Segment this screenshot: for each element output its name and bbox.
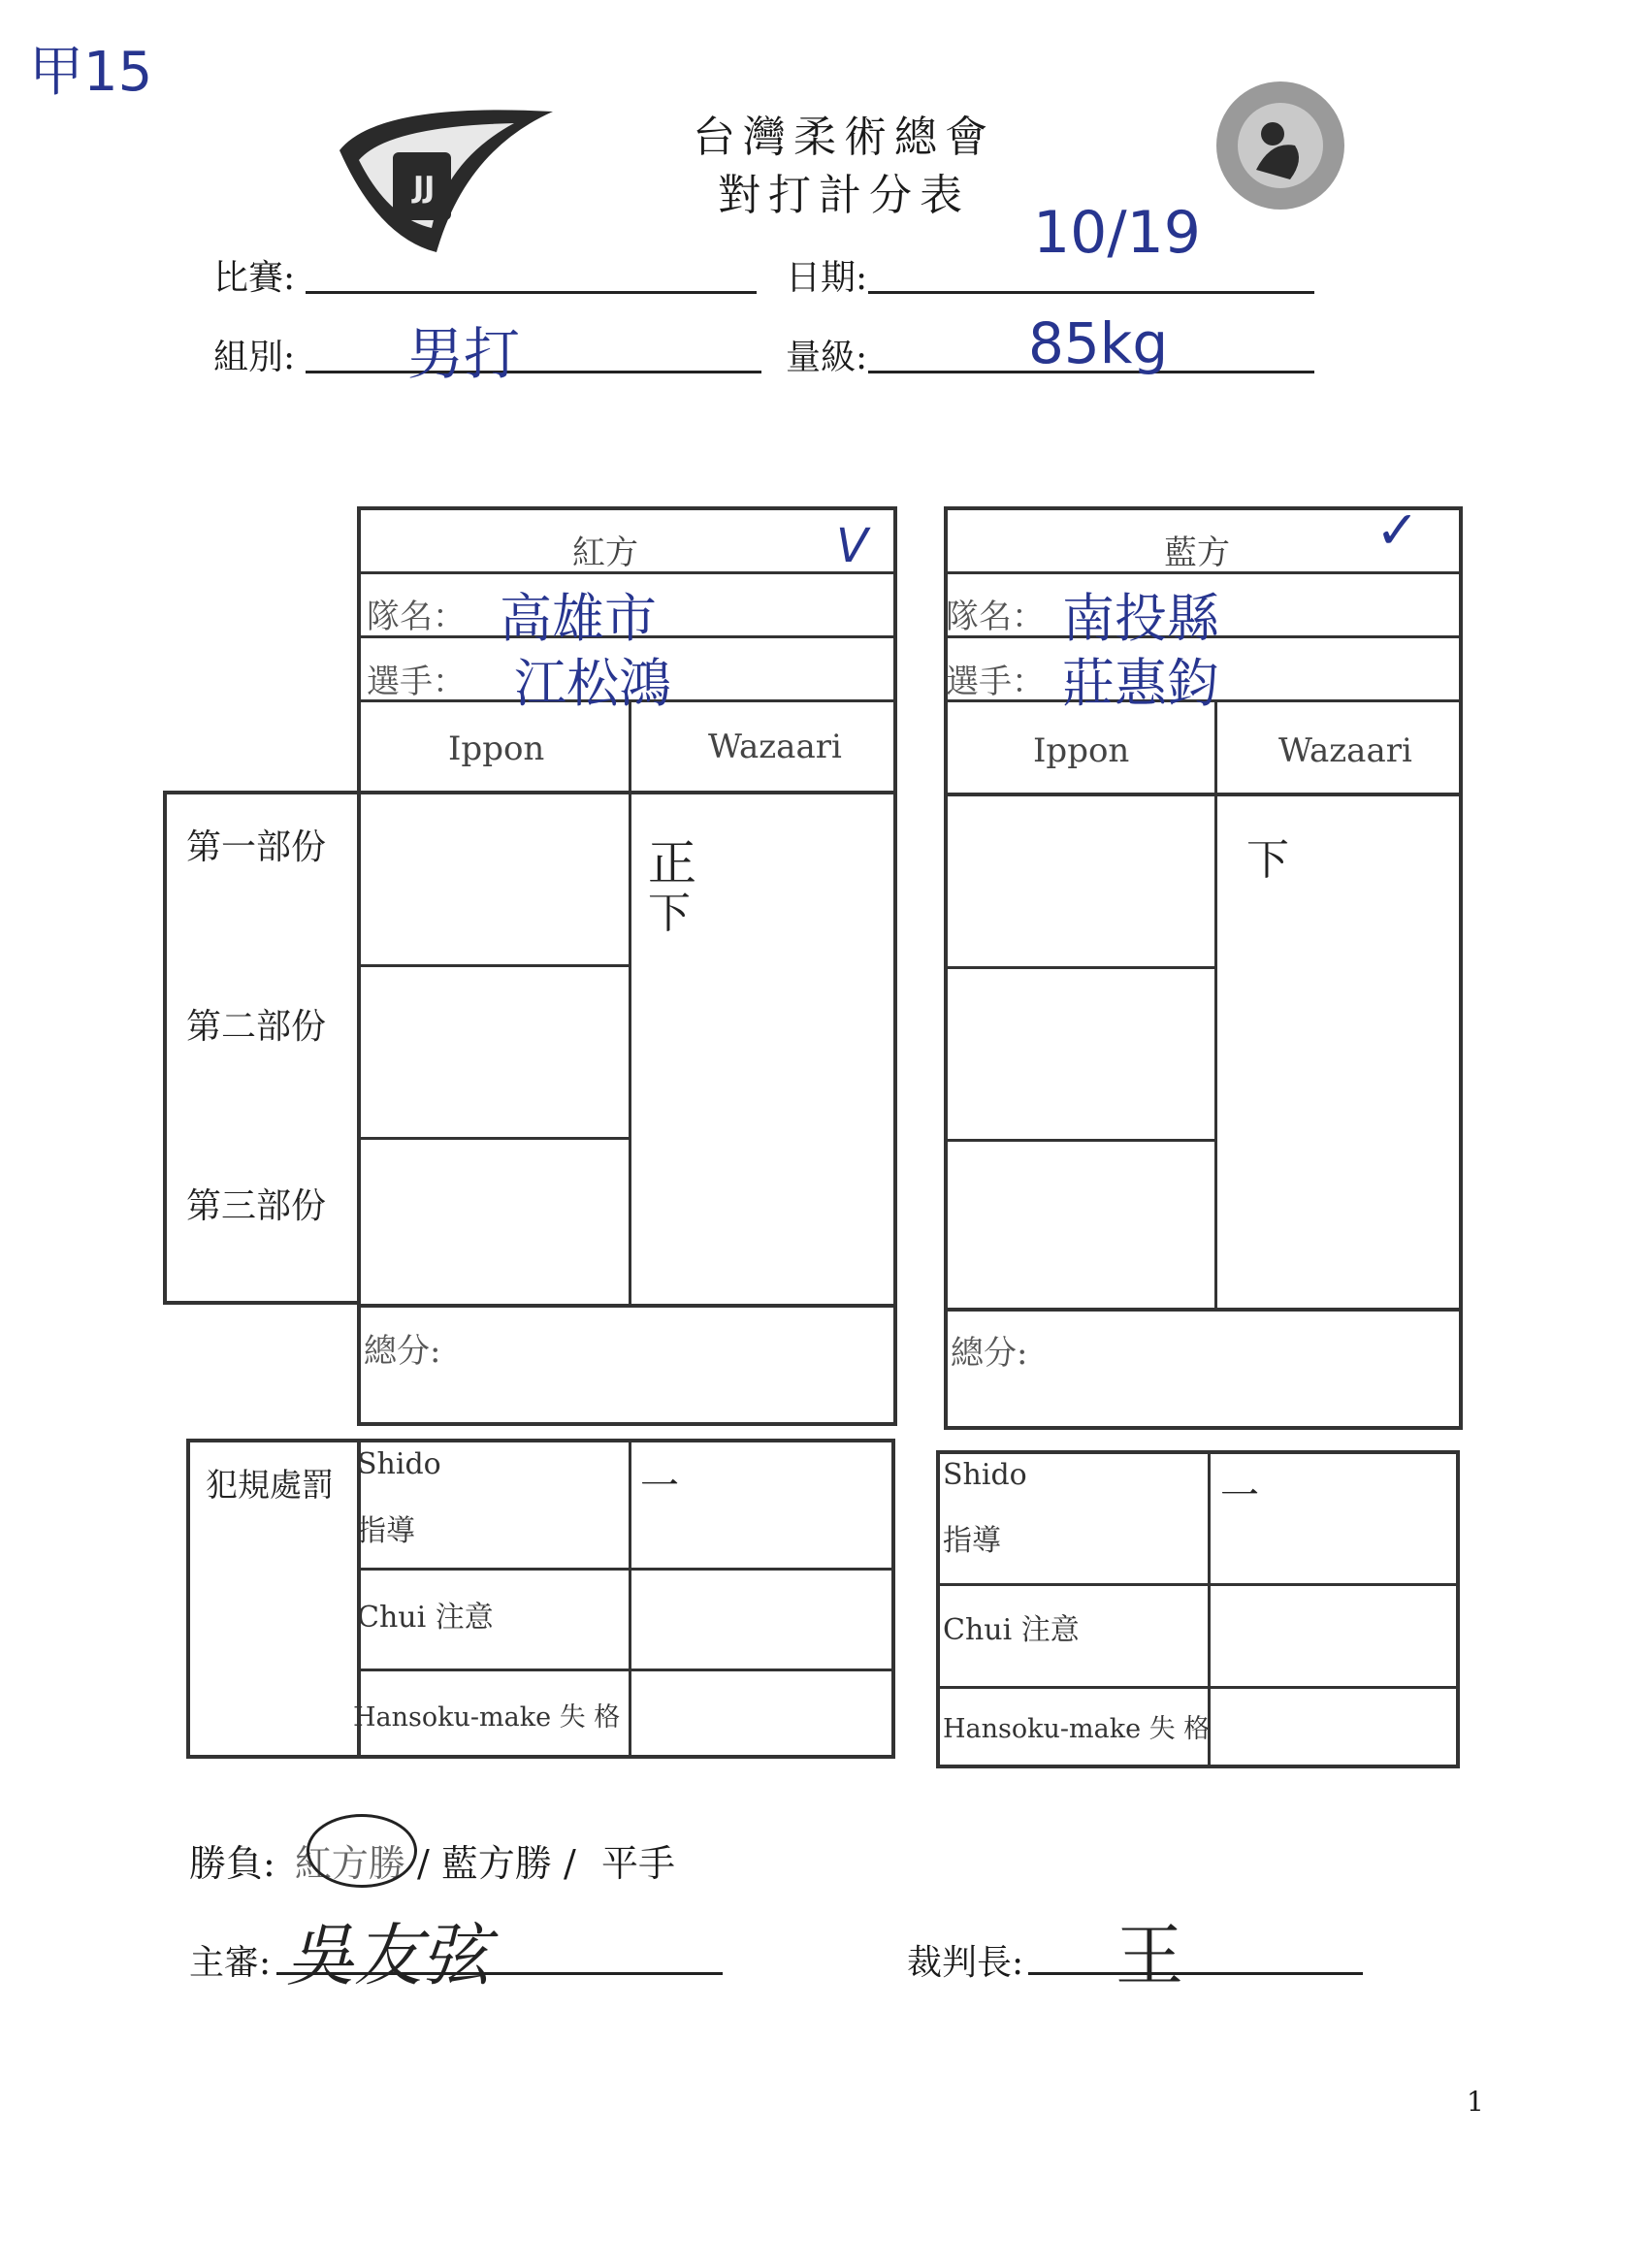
referee-label: 主審: <box>189 1943 272 1983</box>
part3-label: 第三部份 <box>186 1186 327 1226</box>
blue-total-label: 總分: <box>951 1334 1028 1373</box>
blue-winner-check: ✓ <box>1375 500 1420 561</box>
penalty-label: 犯規處罰 <box>206 1466 334 1504</box>
red-team-label: 隊名： <box>367 598 466 636</box>
date-label: 日期: <box>786 258 868 298</box>
referee-signature: 吳友弦 <box>286 1916 490 1995</box>
page-number: 1 <box>1467 2086 1484 2118</box>
red-total-row <box>357 1304 897 1308</box>
blue-side-label: 藍方 <box>1164 534 1230 572</box>
red-ippon-part1 <box>357 794 629 967</box>
match-label: 比賽: <box>213 258 296 298</box>
red-ippon-header: Ippon <box>448 729 545 768</box>
weight-label: 量級: <box>786 338 868 377</box>
blue-ippon-part1 <box>944 796 1214 969</box>
chief-referee-signature: 王 <box>1116 1916 1183 1995</box>
tjjf-seal-text <box>1212 218 1348 219</box>
blue-wazaari-tally: 下 <box>1246 835 1289 885</box>
chief-referee-line <box>1028 1972 1363 1975</box>
ijjf-logo <box>320 92 563 257</box>
red-ippon-part2 <box>357 967 629 1140</box>
blue-hansoku-label: Hansoku-make 失 格 <box>943 1714 1211 1744</box>
blue-shido-value: 一 <box>1220 1474 1259 1518</box>
blue-wazaari-header: Wazaari <box>1278 731 1412 770</box>
date-value: 10/19 <box>1033 199 1201 267</box>
draw-option: 平手 <box>600 1842 675 1885</box>
blue-team-label: 隊名： <box>946 598 1045 636</box>
red-win-circle <box>307 1814 417 1888</box>
blue-team-value: 南投縣 <box>1062 588 1219 649</box>
form-subtitle: 對打計分表 <box>718 171 970 220</box>
blue-col-divider <box>1214 702 1217 1308</box>
blue-ippon-part2 <box>944 969 1214 1142</box>
red-win-text: 紅方勝 <box>294 1842 405 1885</box>
red-total-label: 總分: <box>364 1332 441 1371</box>
red-shido-cn: 指導 <box>357 1514 415 1548</box>
red-col-divider <box>629 702 631 1304</box>
part2-label: 第二部份 <box>186 1007 327 1047</box>
result-sep-1: / <box>417 1842 430 1885</box>
corner-note: 甲15 <box>29 41 153 104</box>
chief-referee-label: 裁判長: <box>907 1943 1024 1983</box>
form-title: 台灣柔術總會 <box>693 113 995 162</box>
blue-win-option: 藍方勝 <box>440 1842 552 1885</box>
group-label: 組別: <box>213 338 296 377</box>
red-player-value: 江松鴻 <box>514 653 671 714</box>
ijjf-logo-text <box>320 262 563 263</box>
blue-shido-label: Shido <box>943 1458 1027 1492</box>
red-hansoku-label: Hansoku-make 失 格 <box>353 1702 621 1733</box>
red-shido-value: 一 <box>640 1464 679 1508</box>
date-line <box>868 291 1314 294</box>
group-line <box>306 371 761 373</box>
weight-value: 85kg <box>1028 310 1169 376</box>
match-line <box>306 291 757 294</box>
result-sep-2: / <box>564 1842 576 1885</box>
red-chui-label: Chui 注意 <box>357 1601 494 1635</box>
blue-player-label: 選手： <box>946 663 1045 701</box>
red-side-label: 紅方 <box>572 534 638 572</box>
part1-label: 第一部份 <box>186 827 327 867</box>
group-value: 男打 <box>407 321 521 387</box>
blue-chui-label: Chui 注意 <box>943 1613 1080 1647</box>
blue-shido-cn: 指導 <box>943 1524 1001 1558</box>
red-team-value: 高雄市 <box>500 588 657 649</box>
red-wazaari-header: Wazaari <box>708 728 842 766</box>
tjjf-seal-logo <box>1212 78 1348 213</box>
red-wazaari-tally: 正 <box>648 835 696 891</box>
red-win-option <box>295 1833 405 1887</box>
red-shido-label: Shido <box>357 1447 441 1481</box>
red-wazaari-tally-2: 下 <box>648 889 691 938</box>
result-label: 勝負: <box>189 1842 275 1885</box>
blue-total-row <box>944 1308 1463 1312</box>
svg-text:JJ: JJ <box>413 171 436 205</box>
blue-ippon-header: Ippon <box>1033 731 1130 770</box>
red-player-label: 選手： <box>367 663 466 701</box>
result-line <box>189 1833 675 1887</box>
red-winner-check: V <box>836 519 868 573</box>
blue-player-value: 莊惠鈞 <box>1062 653 1219 714</box>
